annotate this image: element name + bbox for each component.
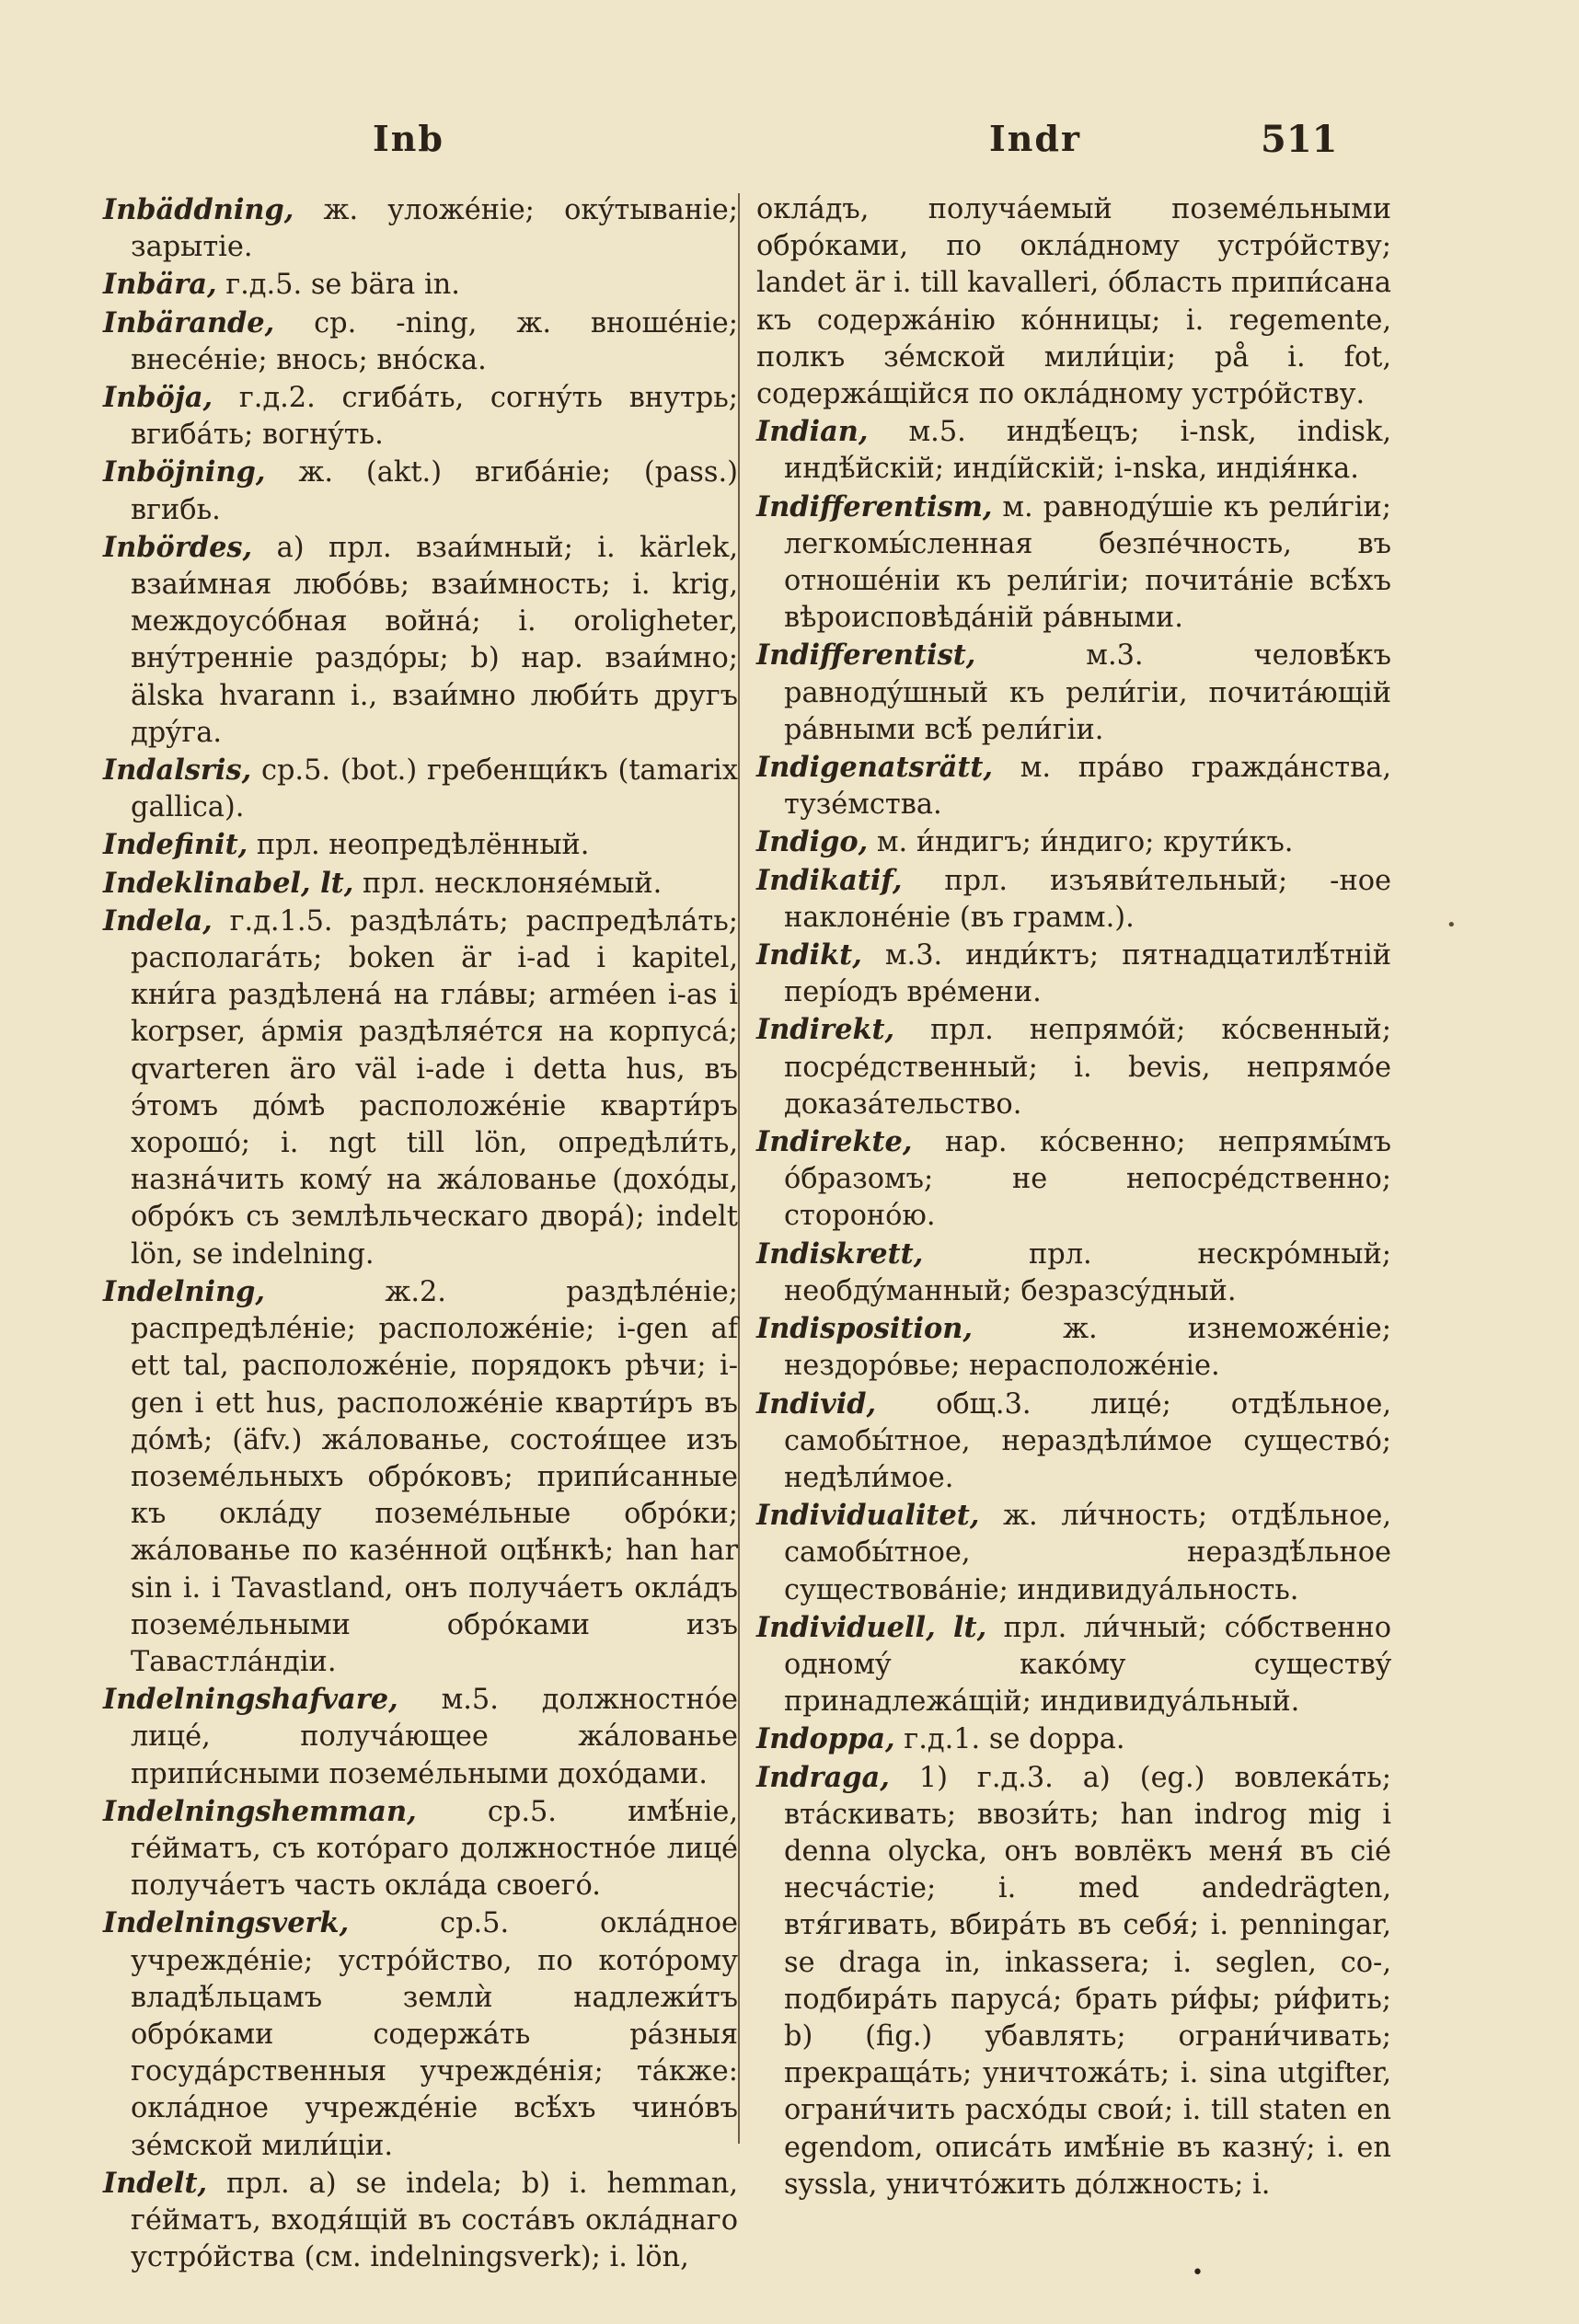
entry-definition: оклáдъ, получáемый поземéльными обрóками, по оклáдному устрóйству; landet är i. till kavalleri, óбласть припи́сана къ содержáнію кóнницы; i. regemente, полкъ зéмской мили́ціи; på i. fot, содержáщійся по оклáдному устрóйству. (756, 193, 1391, 411)
dictionary-entry (103, 826, 738, 864)
dictionary-entry (756, 191, 1391, 413)
page-number: 511 (1261, 118, 1338, 161)
entry-definition: г.д.5. se bära in. (216, 269, 460, 302)
dictionary-entry (756, 1011, 1391, 1123)
entry-definition: прл. неопредѣлённый. (248, 829, 590, 862)
entry-definition: г.д.1. se doppa. (894, 1723, 1125, 1756)
entry-headword: Individualitet, (756, 1499, 980, 1533)
entry-definition: м.5. индѣ́ецъ; i-nsk, indisk, индѣ́йскій; индíйскій; i-nska, индія́нка. (784, 416, 1391, 486)
dictionary-entry (103, 191, 738, 266)
entry-headword: Indian, (756, 415, 869, 449)
entry-headword: Indikatif, (756, 863, 903, 897)
dictionary-entry (103, 2165, 738, 2277)
entry-headword: Individ, (756, 1386, 877, 1421)
entry-headword: Indelningshafvare, (103, 1683, 398, 1717)
entry-definition: общ.3. лицé; отдѣ́льное, самобы́тное, нераздѣли́мое существó; недѣли́мое. (784, 1387, 1391, 1494)
dictionary-entry (103, 752, 738, 826)
entry-headword: Indeklinabel, lt, (103, 866, 354, 900)
entry-headword: Inbäddning, (103, 193, 294, 226)
right-running-head: Indr (989, 118, 1081, 159)
dictionary-entry (103, 1681, 738, 1793)
entry-headword: Indigo, (756, 825, 869, 859)
entry-headword: Indikt, (756, 938, 862, 972)
dictionary-entry (103, 305, 738, 379)
left-running-head: Inb (373, 118, 444, 159)
entry-definition: м. прáво граждáнства, тузéмства. (784, 752, 1391, 822)
entry-headword: Inbördes, (103, 530, 253, 564)
dictionary-entry (103, 529, 738, 752)
dictionary-entry (756, 749, 1391, 823)
entry-headword: Inböjning, (103, 455, 266, 489)
entry-definition: ср.5. имѣ́ніе, гéйматъ, съ котóраго должностнóе лицé получáетъ часть оклáда своегó. (131, 1795, 738, 1903)
entry-definition: ж. уложéніе; окýтываніе; зарытіе. (131, 194, 738, 264)
column-divider (738, 193, 740, 2144)
dictionary-entry (103, 454, 738, 528)
dictionary-entry (103, 266, 738, 304)
dictionary-entry (756, 1720, 1391, 1758)
entry-headword: Indiskrett, (756, 1237, 924, 1271)
entry-definition: м.3. инди́ктъ; пятнадцатилѣ́тній перíодъ врéмени. (784, 939, 1391, 1009)
entry-headword: Indigenatsrätt, (756, 751, 993, 785)
entry-definition: м.5. должностнóе лицé, получáющее жáлованье припи́сными поземéльными дохóдами. (131, 1684, 738, 1790)
entry-definition: ж. ли́чность; отдѣ́льное, самобы́тное, нераздѣ́льное существовáніе; индивидуáльность. (784, 1500, 1391, 1606)
entry-definition: ж.2. раздѣлéніе; распредѣлéніе; расположéніе; i-gen af ett tal, расположéніе, порядокъ рѣчи; i-gen i ett hus, расположéніе кварти́ръ въ дóмѣ; (äfv.) жáлованье, состоя́щее изъ поземéльныхъ обрóковъ; припи́санные къ оклáду поземéльные обрóки; жáлованье по казéнной оцѣ́нкѣ; han har sin i. i Tavastland, онъ получáетъ оклáдъ поземéльными обрóками изъ Тавастлáндіи. (131, 1275, 738, 1678)
entry-definition: м.3. человѣ́къ равнодýшный къ рели́гіи, почитáющій рáвными всѣ́ рели́гіи. (784, 639, 1391, 746)
dictionary-entry (756, 1759, 1391, 2203)
dictionary-entry (756, 1236, 1391, 1310)
entry-headword: Indelningshemman, (103, 1794, 417, 1828)
entry-definition: ср.5. оклáдное учреждéніе; устрóйство, по котóрому владѣ́льцамъ землѝ надлежи́тъ обрóками содержáть рáзныя госудáрственныя учреждéнія; тáкже: оклáдное учреждéніе всѣ́хъ чинóвъ зéмской мили́ціи. (131, 1907, 738, 2162)
dictionary-entry (756, 862, 1391, 937)
entry-headword: Inbära, (103, 268, 217, 302)
entry-headword: Indelning, (103, 1274, 266, 1308)
entry-headword: Indelt, (103, 2166, 208, 2200)
dictionary-entry (103, 1793, 738, 1905)
entry-definition: нар. кóсвенно; непрямы́мъ óбразомъ; не непосрéдственно; сторонóю. (784, 1126, 1391, 1233)
entry-definition: прл. изъяви́тельный; -ное наклонéніе (въ грамм.). (784, 864, 1391, 934)
page-header (0, 118, 1579, 173)
entry-headword: Indirekt, (756, 1013, 895, 1047)
dictionary-entry (756, 937, 1391, 1011)
entry-headword: Indoppa, (756, 1722, 895, 1756)
entry-definition: ср.5. (bot.) гребенщи́къ (tamarix gallica). (131, 754, 738, 824)
dictionary-entry (756, 1609, 1391, 1721)
entry-definition: ср. -ning, ж. вношéніе; внесéніе; внось; внóска. (131, 306, 738, 376)
dictionary-entry (756, 823, 1391, 861)
entry-definition: м. равнодýшіе къ рели́гіи; легкомы́сленная безпéчность, въ отношéніи къ рели́гіи; почитáніе всѣ́хъ вѣроисповѣдáній рáвными. (784, 490, 1391, 635)
stray-mark: • (1446, 915, 1457, 935)
dictionary-entry (756, 1123, 1391, 1236)
entry-headword: Inbärande, (103, 305, 275, 339)
entry-headword: Indisposition, (756, 1312, 973, 1346)
entry-headword: Indalsris, (103, 754, 252, 788)
dictionary-entry (103, 1273, 738, 1681)
entry-definition: г.д.1.5. раздѣлáть; распредѣлáть; располагáть; boken är i-ad i kapitel, кни́га раздѣленá на глáвы; arméen i-as i korpser, áрмія раздѣляéтся на корпуcá; qvarteren äro väl i-ade i detta hus, въ э́томъ дóмѣ расположéніе кварти́ръ хорошó; i. ngt till lön, опредѣли́ть, назнáчить комý на жáлованье (дохóды, обрóкъ съ землѣльческаго дворá); indelt lön, se indelning. (131, 904, 738, 1271)
dictionary-entry (756, 1386, 1391, 1498)
entry-headword: Indelningsverk, (103, 1906, 350, 1940)
entry-definition: 1) г.д.3. a) (eg.) вовлекáть; втáскивать; ввози́ть; han indrog mig i denna olycka, онъ вовлёкъ меня́ въ сіé несчáстіе; i. med andedrägten, втя́гивать, вбирáть въ себя́; i. penningar, se draga in, inkassera; i. seglen, со-, подбирáть парусá; брать ри́фы; ри́фить; b) (fig.) убавлять; ограни́чивать; прекращáть; уничтожáть; i. sina utgifter, ограни́чить расхóды свои́; i. till staten en egendom, описáть имѣ́ніе въ казнý; i. en syssla, уничтóжить дóлжность; i. (784, 1761, 1391, 2201)
dictionary-entry (756, 1310, 1391, 1385)
entry-headword: Indifferentist, (756, 639, 976, 673)
right-column (756, 191, 1391, 2203)
entry-definition: прл. непрямóй; кóсвенный; посрéдственный; i. bevis, непрямóе доказáтельство. (784, 1014, 1391, 1121)
entry-headword: Indirekte, (756, 1125, 913, 1159)
entry-headword: Inböja, (103, 381, 213, 415)
dictionary-entry (756, 1497, 1391, 1609)
dictionary-entry (756, 489, 1391, 638)
entry-headword: Individuell, lt, (756, 1610, 987, 1644)
dictionary-entry (756, 413, 1391, 488)
entry-definition: прл. ли́чный; сóбственно одномý какóмy существý принадлежáщій; индивидуáльный. (784, 1611, 1391, 1719)
entry-definition: г.д.2. сгибáть, согнýть внутрь; вгибáть; вогнýть. (131, 382, 738, 452)
entry-definition: a) прл. взаи́мный; i. kärlek, взаи́мная любóвь; взаи́мность; i. krig, междоусóбная войнá; i. oroligheter, внýтренніе раздóры; b) нар. взаи́мно; älska hvarann i., взаи́мно люби́ть другъ дрýга. (131, 531, 738, 749)
entry-headword: Indifferentism, (756, 489, 993, 523)
entry-headword: Indraga, (756, 1760, 890, 1794)
left-column (103, 191, 738, 2276)
entry-definition: прл. несклоняéмый. (353, 867, 663, 900)
entry-definition: м. и́ндигъ; и́ндиго; крути́къ. (868, 826, 1294, 859)
entry-definition: ж. изнеможéніе; нездорóвье; нерасположéніе. (784, 1313, 1391, 1383)
dictionary-entry (756, 637, 1391, 749)
dictionary-entry (103, 865, 738, 903)
footer-mark: • (1192, 2261, 1204, 2284)
entry-headword: Indefinit, (103, 828, 248, 862)
dictionary-entry (103, 903, 738, 1273)
dictionary-entry (103, 1904, 738, 2164)
dictionary-entry (103, 379, 738, 454)
entry-definition: прл. a) se indela; b) i. hemman, гéйматъ, входя́щій въ состáвъ оклáднаго устрóйства (см. indelningsverk); i. lön, (131, 2167, 738, 2274)
entry-definition: ж. (akt.) вгибáніе; (pass.) вгибь. (131, 456, 738, 526)
entry-headword: Indela, (103, 903, 213, 938)
entry-definition: прл. нескрóмный; необдýманный; безразсýдный. (784, 1237, 1391, 1307)
